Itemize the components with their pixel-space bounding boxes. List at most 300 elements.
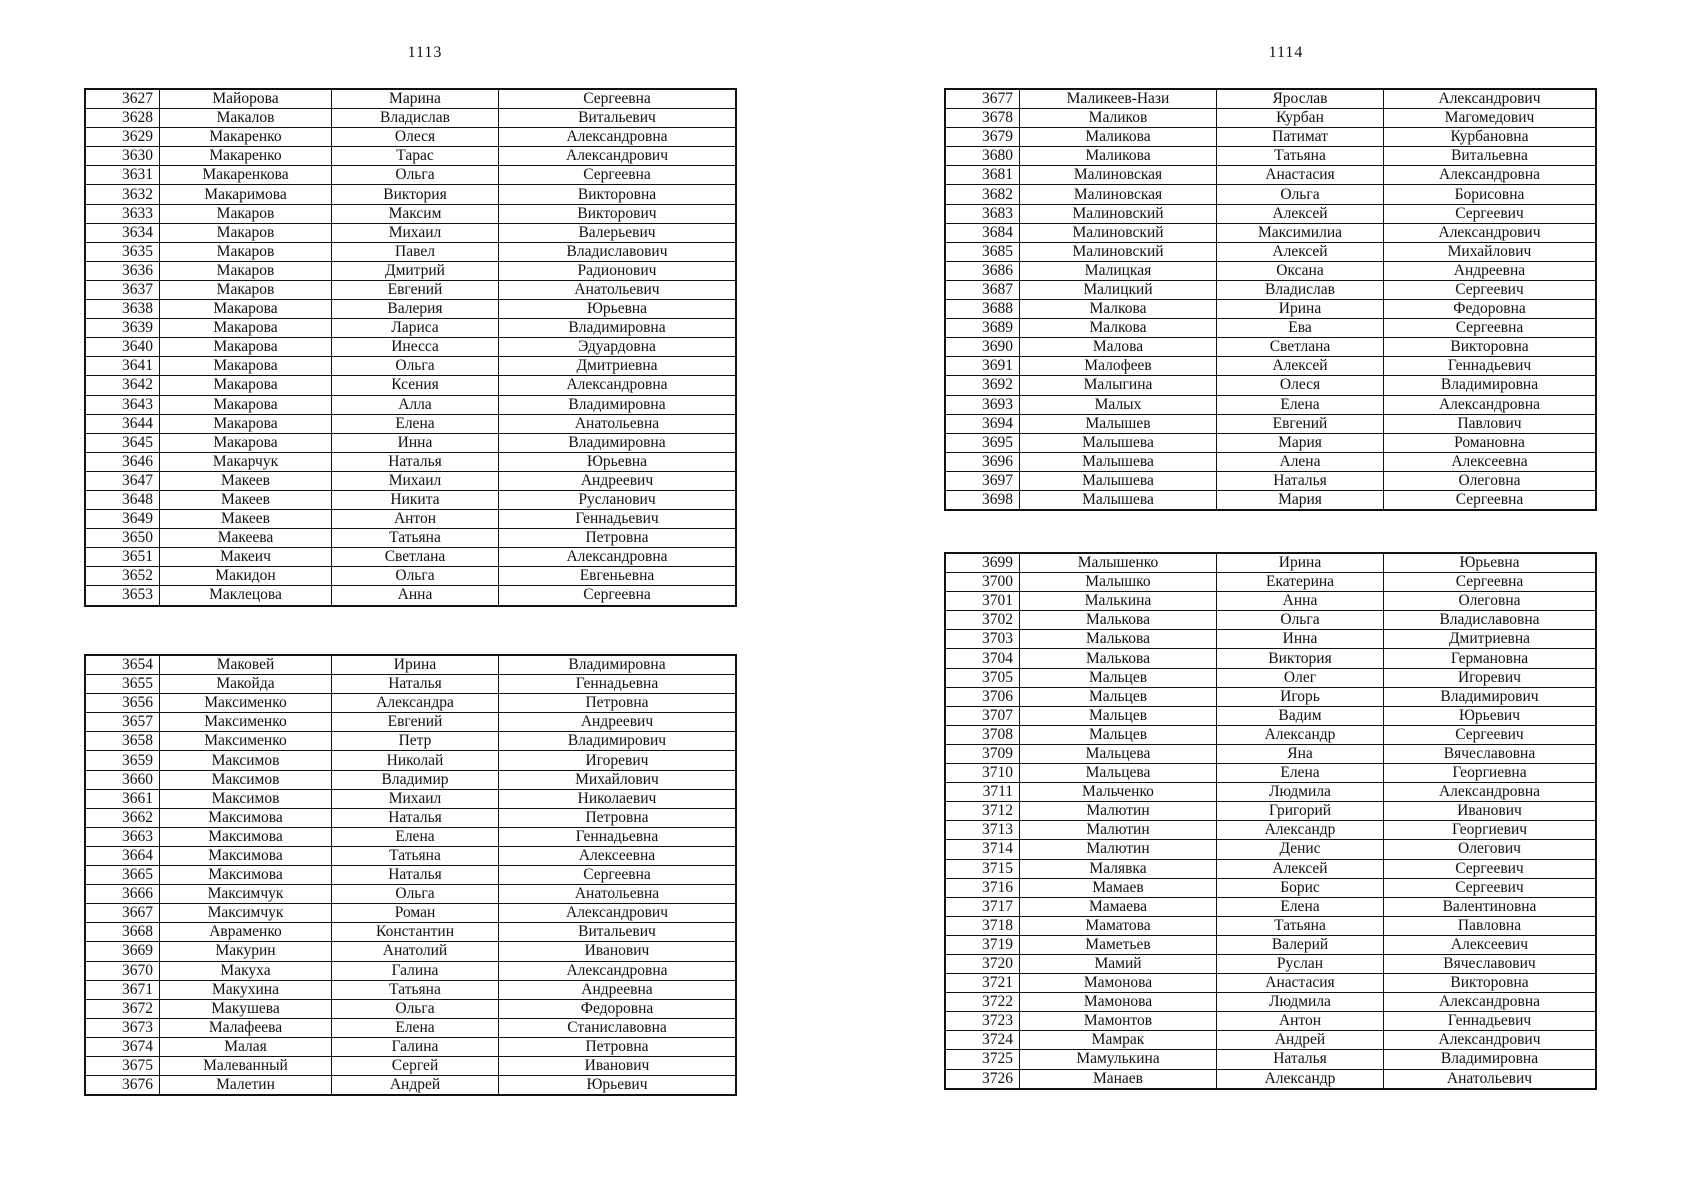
patronymic-cell: Георгиевна — [1384, 764, 1596, 783]
surname-cell: Малкова — [1020, 300, 1217, 319]
patronymic-cell: Владимирович — [1384, 687, 1596, 706]
row-number-cell: 3723 — [946, 1012, 1020, 1031]
patronymic-cell: Владиславович — [499, 242, 736, 261]
table-row — [86, 885, 736, 904]
row-number-cell: 3643 — [86, 395, 160, 414]
row-number-cell: 3721 — [946, 974, 1020, 993]
patronymic-cell: Владимировна — [499, 395, 736, 414]
row-number-cell: 3628 — [86, 109, 160, 128]
patronymic-cell: Сергеевна — [499, 586, 736, 605]
surname-cell: Макаримова — [160, 185, 332, 204]
table-row — [946, 954, 1596, 973]
patronymic-cell: Эдуардовна — [499, 338, 736, 357]
row-number-cell: 3684 — [946, 223, 1020, 242]
first-name-cell: Ирина — [332, 656, 499, 675]
patronymic-cell: Павлович — [1384, 414, 1596, 433]
first-name-cell: Алексей — [1217, 204, 1384, 223]
patronymic-cell: Курбановна — [1384, 128, 1596, 147]
row-number-cell: 3627 — [86, 90, 160, 109]
first-name-cell: Алла — [332, 395, 499, 414]
row-number-cell: 3649 — [86, 510, 160, 529]
surname-cell: Максимов — [160, 751, 332, 770]
patronymic-cell: Валерьевич — [499, 223, 736, 242]
surname-cell: Малетин — [160, 1076, 332, 1095]
first-name-cell: Наталья — [332, 866, 499, 885]
patronymic-cell: Викторовна — [1384, 974, 1596, 993]
row-number-cell: 3642 — [86, 376, 160, 395]
patronymic-cell: Владимирович — [499, 732, 736, 751]
row-number-cell: 3677 — [946, 90, 1020, 109]
patronymic-cell: Юрьевна — [499, 452, 736, 471]
surname-cell: Мамонова — [1020, 993, 1217, 1012]
row-number-cell: 3709 — [946, 744, 1020, 763]
table-row — [946, 1069, 1596, 1088]
first-name-cell: Алексей — [1217, 357, 1384, 376]
row-number-cell: 3667 — [86, 904, 160, 923]
table-row — [86, 751, 736, 770]
table-row — [946, 280, 1596, 299]
row-number-cell: 3700 — [946, 573, 1020, 592]
first-name-cell: Тарас — [332, 147, 499, 166]
patronymic-cell: Анатольевич — [1384, 1069, 1596, 1088]
first-name-cell: Валерий — [1217, 935, 1384, 954]
surname-cell: Маликова — [1020, 147, 1217, 166]
table-row — [86, 357, 736, 376]
surname-cell: Малышева — [1020, 490, 1217, 509]
row-number-cell: 3659 — [86, 751, 160, 770]
row-number-cell: 3656 — [86, 694, 160, 713]
patronymic-cell: Сергеевна — [499, 166, 736, 185]
surname-cell: Макаренкова — [160, 166, 332, 185]
patronymic-cell: Дмитриевна — [1384, 630, 1596, 649]
first-name-cell: Екатерина — [1217, 573, 1384, 592]
surname-cell: Малкова — [1020, 319, 1217, 338]
surname-cell: Малышко — [1020, 573, 1217, 592]
row-number-cell: 3638 — [86, 300, 160, 319]
surname-cell: Макарова — [160, 376, 332, 395]
first-name-cell: Ирина — [1217, 300, 1384, 319]
row-number-cell: 3703 — [946, 630, 1020, 649]
row-number-cell: 3663 — [86, 827, 160, 846]
surname-cell: Макеич — [160, 548, 332, 567]
surname-cell: Макуха — [160, 961, 332, 980]
table-row — [946, 974, 1596, 993]
patronymic-cell: Петровна — [499, 808, 736, 827]
surname-cell: Максименко — [160, 694, 332, 713]
row-number-cell: 3639 — [86, 319, 160, 338]
first-name-cell: Инна — [332, 433, 499, 452]
patronymic-cell: Германовна — [1384, 649, 1596, 668]
table-row — [946, 668, 1596, 687]
table-row — [86, 242, 736, 261]
row-number-cell: 3674 — [86, 1037, 160, 1056]
first-name-cell: Анна — [332, 586, 499, 605]
first-name-cell: Валерия — [332, 300, 499, 319]
patronymic-cell: Петровна — [499, 529, 736, 548]
table-row — [86, 923, 736, 942]
surname-cell: Макидон — [160, 567, 332, 586]
first-name-cell: Людмила — [1217, 783, 1384, 802]
first-name-cell: Владислав — [1217, 280, 1384, 299]
first-name-cell: Ольга — [1217, 611, 1384, 630]
surname-cell: Малиновский — [1020, 223, 1217, 242]
patronymic-cell: Александровна — [1384, 166, 1596, 185]
surname-cell: Максимова — [160, 846, 332, 865]
surname-cell: Макаренко — [160, 128, 332, 147]
row-number-cell: 3710 — [946, 764, 1020, 783]
first-name-cell: Александра — [332, 694, 499, 713]
table-row — [86, 223, 736, 242]
surname-cell: Малиновская — [1020, 185, 1217, 204]
row-number-cell: 3655 — [86, 675, 160, 694]
patronymic-cell: Викторович — [499, 204, 736, 223]
table-row — [86, 770, 736, 789]
table-row — [86, 586, 736, 605]
patronymic-cell: Вячеславовна — [1384, 744, 1596, 763]
table-row — [946, 630, 1596, 649]
first-name-cell: Татьяна — [332, 529, 499, 548]
row-number-cell: 3652 — [86, 567, 160, 586]
table-row — [946, 147, 1596, 166]
first-name-cell: Людмила — [1217, 993, 1384, 1012]
patronymic-cell: Борисовна — [1384, 185, 1596, 204]
first-name-cell: Александр — [1217, 725, 1384, 744]
first-name-cell: Михаил — [332, 789, 499, 808]
first-name-cell: Ольга — [332, 166, 499, 185]
first-name-cell: Ева — [1217, 319, 1384, 338]
row-number-cell: 3724 — [946, 1031, 1020, 1050]
row-number-cell: 3670 — [86, 961, 160, 980]
patronymic-cell: Петровна — [499, 694, 736, 713]
patronymic-cell: Русланович — [499, 490, 736, 509]
row-number-cell: 3653 — [86, 586, 160, 605]
table-row — [86, 999, 736, 1018]
first-name-cell: Алексей — [1217, 242, 1384, 261]
first-name-cell: Елена — [1217, 897, 1384, 916]
table-row — [86, 713, 736, 732]
table-row — [86, 980, 736, 999]
surname-cell: Макеев — [160, 471, 332, 490]
patronymic-cell: Иванович — [499, 942, 736, 961]
first-name-cell: Мария — [1217, 490, 1384, 509]
first-name-cell: Инна — [1217, 630, 1384, 649]
registry-table-right-bottom — [945, 553, 1596, 1089]
surname-cell: Малькова — [1020, 630, 1217, 649]
first-name-cell: Игорь — [1217, 687, 1384, 706]
surname-cell: Макарова — [160, 357, 332, 376]
row-number-cell: 3640 — [86, 338, 160, 357]
patronymic-cell: Вячеславович — [1384, 954, 1596, 973]
surname-cell: Маковей — [160, 656, 332, 675]
surname-cell: Мальцев — [1020, 725, 1217, 744]
row-number-cell: 3631 — [86, 166, 160, 185]
table-row — [86, 694, 736, 713]
row-number-cell: 3711 — [946, 783, 1020, 802]
table-row — [946, 783, 1596, 802]
surname-cell: Малиновская — [1020, 166, 1217, 185]
patronymic-cell: Александровна — [1384, 395, 1596, 414]
first-name-cell: Светлана — [1217, 338, 1384, 357]
first-name-cell: Вадим — [1217, 706, 1384, 725]
first-name-cell: Елена — [332, 414, 499, 433]
surname-cell: Макалов — [160, 109, 332, 128]
patronymic-cell: Сергеевна — [1384, 573, 1596, 592]
surname-cell: Макушева — [160, 999, 332, 1018]
page-number-left: 1113 — [407, 44, 443, 61]
first-name-cell: Антон — [332, 510, 499, 529]
first-name-cell: Олеся — [332, 128, 499, 147]
surname-cell: Малькова — [1020, 649, 1217, 668]
table-row — [946, 319, 1596, 338]
patronymic-cell: Магомедович — [1384, 109, 1596, 128]
first-name-cell: Александр — [1217, 1069, 1384, 1088]
table-row — [946, 166, 1596, 185]
row-number-cell: 3719 — [946, 935, 1020, 954]
surname-cell: Макарова — [160, 319, 332, 338]
row-number-cell: 3705 — [946, 668, 1020, 687]
table-row — [86, 548, 736, 567]
patronymic-cell: Сергеевна — [499, 90, 736, 109]
surname-cell: Максимова — [160, 866, 332, 885]
table-row — [946, 573, 1596, 592]
first-name-cell: Марина — [332, 90, 499, 109]
row-number-cell: 3704 — [946, 649, 1020, 668]
table-row — [86, 866, 736, 885]
table-row — [946, 452, 1596, 471]
row-number-cell: 3725 — [946, 1050, 1020, 1069]
row-number-cell: 3714 — [946, 840, 1020, 859]
row-number-cell: 3673 — [86, 1018, 160, 1037]
table-row — [86, 1037, 736, 1056]
first-name-cell: Ксения — [332, 376, 499, 395]
first-name-cell: Анна — [1217, 592, 1384, 611]
surname-cell: Малая — [160, 1037, 332, 1056]
row-number-cell: 3683 — [946, 204, 1020, 223]
first-name-cell: Елена — [332, 1018, 499, 1037]
row-number-cell: 3635 — [86, 242, 160, 261]
table-row — [86, 529, 736, 548]
row-number-cell: 3648 — [86, 490, 160, 509]
patronymic-cell: Александрович — [1384, 90, 1596, 109]
row-number-cell: 3658 — [86, 732, 160, 751]
first-name-cell: Алексей — [1217, 859, 1384, 878]
first-name-cell: Мария — [1217, 433, 1384, 452]
table-row — [86, 808, 736, 827]
table-row — [946, 725, 1596, 744]
table-row — [946, 242, 1596, 261]
surname-cell: Макеев — [160, 490, 332, 509]
first-name-cell: Владимир — [332, 770, 499, 789]
row-number-cell: 3646 — [86, 452, 160, 471]
surname-cell: Макаров — [160, 261, 332, 280]
table-row — [86, 510, 736, 529]
patronymic-cell: Витальевич — [499, 923, 736, 942]
first-name-cell: Татьяна — [1217, 147, 1384, 166]
table-row — [86, 1056, 736, 1075]
row-number-cell: 3695 — [946, 433, 1020, 452]
table-row — [946, 840, 1596, 859]
first-name-cell: Елена — [1217, 395, 1384, 414]
table-row — [86, 261, 736, 280]
patronymic-cell: Игоревич — [1384, 668, 1596, 687]
patronymic-cell: Владимировна — [1384, 1050, 1596, 1069]
table-row — [946, 878, 1596, 897]
patronymic-cell: Александровна — [499, 128, 736, 147]
surname-cell: Максимова — [160, 808, 332, 827]
first-name-cell: Татьяна — [332, 846, 499, 865]
surname-cell: Малиновский — [1020, 204, 1217, 223]
first-name-cell: Михаил — [332, 223, 499, 242]
surname-cell: Мальченко — [1020, 783, 1217, 802]
first-name-cell: Руслан — [1217, 954, 1384, 973]
row-number-cell: 3672 — [86, 999, 160, 1018]
surname-cell: Малеванный — [160, 1056, 332, 1075]
first-name-cell: Максимилиа — [1217, 223, 1384, 242]
patronymic-cell: Викторовна — [499, 185, 736, 204]
row-number-cell: 3671 — [86, 980, 160, 999]
surname-cell: Макаров — [160, 242, 332, 261]
row-number-cell: 3685 — [946, 242, 1020, 261]
surname-cell: Максимова — [160, 827, 332, 846]
first-name-cell: Галина — [332, 1037, 499, 1056]
row-number-cell: 3713 — [946, 821, 1020, 840]
first-name-cell: Оксана — [1217, 261, 1384, 280]
surname-cell: Макурин — [160, 942, 332, 961]
table-row — [86, 280, 736, 299]
surname-cell: Маматова — [1020, 916, 1217, 935]
surname-cell: Маметьев — [1020, 935, 1217, 954]
surname-cell: Макеева — [160, 529, 332, 548]
first-name-cell: Наталья — [1217, 471, 1384, 490]
table-row — [946, 357, 1596, 376]
row-number-cell: 3698 — [946, 490, 1020, 509]
row-number-cell: 3696 — [946, 452, 1020, 471]
first-name-cell: Петр — [332, 732, 499, 751]
table-row — [946, 554, 1596, 573]
first-name-cell: Ольга — [332, 999, 499, 1018]
surname-cell: Малова — [1020, 338, 1217, 357]
first-name-cell: Виктория — [332, 185, 499, 204]
table-row — [86, 109, 736, 128]
table-row — [86, 904, 736, 923]
row-number-cell: 3690 — [946, 338, 1020, 357]
patronymic-cell: Геннадьевич — [499, 510, 736, 529]
table-row — [946, 897, 1596, 916]
row-number-cell: 3694 — [946, 414, 1020, 433]
row-number-cell: 3676 — [86, 1076, 160, 1095]
first-name-cell: Светлана — [332, 548, 499, 567]
patronymic-cell: Георгиевич — [1384, 821, 1596, 840]
patronymic-cell: Олеговна — [1384, 592, 1596, 611]
table-row — [946, 433, 1596, 452]
table-row — [946, 1031, 1596, 1050]
patronymic-cell: Сергеевич — [1384, 878, 1596, 897]
surname-cell: Малицкий — [1020, 280, 1217, 299]
first-name-cell: Виктория — [1217, 649, 1384, 668]
row-number-cell: 3678 — [946, 109, 1020, 128]
patronymic-cell: Сергеевич — [1384, 204, 1596, 223]
table-row — [946, 935, 1596, 954]
surname-cell: Мамонова — [1020, 974, 1217, 993]
surname-cell: Малицкая — [1020, 261, 1217, 280]
patronymic-cell: Иванович — [499, 1056, 736, 1075]
surname-cell: Малых — [1020, 395, 1217, 414]
row-number-cell: 3634 — [86, 223, 160, 242]
surname-cell: Мамий — [1020, 954, 1217, 973]
first-name-cell: Евгений — [332, 280, 499, 299]
surname-cell: Макаров — [160, 280, 332, 299]
row-number-cell: 3712 — [946, 802, 1020, 821]
table-row — [946, 687, 1596, 706]
row-number-cell: 3636 — [86, 261, 160, 280]
first-name-cell: Александр — [1217, 821, 1384, 840]
first-name-cell: Елена — [332, 827, 499, 846]
table-row — [946, 611, 1596, 630]
patronymic-cell: Анатольевна — [499, 885, 736, 904]
table-row — [946, 300, 1596, 319]
row-number-cell: 3651 — [86, 548, 160, 567]
row-number-cell: 3675 — [86, 1056, 160, 1075]
patronymic-cell: Олеговна — [1384, 471, 1596, 490]
surname-cell: Максимов — [160, 789, 332, 808]
row-number-cell: 3682 — [946, 185, 1020, 204]
table-row — [86, 338, 736, 357]
surname-cell: Макаренко — [160, 147, 332, 166]
surname-cell: Мальцева — [1020, 764, 1217, 783]
first-name-cell: Яна — [1217, 744, 1384, 763]
patronymic-cell: Витальевич — [499, 109, 736, 128]
first-name-cell: Лариса — [332, 319, 499, 338]
patronymic-cell: Геннадьевич — [1384, 357, 1596, 376]
first-name-cell: Михаил — [332, 471, 499, 490]
row-number-cell: 3697 — [946, 471, 1020, 490]
surname-cell: Авраменко — [160, 923, 332, 942]
table-row — [86, 471, 736, 490]
row-number-cell: 3668 — [86, 923, 160, 942]
first-name-cell: Патимат — [1217, 128, 1384, 147]
patronymic-cell: Романовна — [1384, 433, 1596, 452]
row-number-cell: 3708 — [946, 725, 1020, 744]
patronymic-cell: Павловна — [1384, 916, 1596, 935]
first-name-cell: Анастасия — [1217, 974, 1384, 993]
surname-cell: Максимчук — [160, 904, 332, 923]
patronymic-cell: Андреевич — [499, 471, 736, 490]
table-row — [86, 490, 736, 509]
first-name-cell: Антон — [1217, 1012, 1384, 1031]
row-number-cell: 3689 — [946, 319, 1020, 338]
table-row — [946, 204, 1596, 223]
registry-table-left-bottom — [85, 655, 736, 1095]
patronymic-cell: Владимировна — [499, 433, 736, 452]
table-row — [946, 414, 1596, 433]
patronymic-cell: Александровна — [499, 961, 736, 980]
patronymic-cell: Анатольевна — [499, 414, 736, 433]
patronymic-cell: Сергеевич — [1384, 725, 1596, 744]
patronymic-cell: Алексеевна — [499, 846, 736, 865]
registry-table-left-top — [85, 89, 736, 606]
surname-cell: Макарова — [160, 433, 332, 452]
surname-cell: Мальцев — [1020, 706, 1217, 725]
table-row — [946, 802, 1596, 821]
patronymic-cell: Валентиновна — [1384, 897, 1596, 916]
surname-cell: Малышев — [1020, 414, 1217, 433]
surname-cell: Малютин — [1020, 821, 1217, 840]
patronymic-cell: Андреевна — [499, 980, 736, 999]
first-name-cell: Константин — [332, 923, 499, 942]
first-name-cell: Олег — [1217, 668, 1384, 687]
row-number-cell: 3630 — [86, 147, 160, 166]
row-number-cell: 3707 — [946, 706, 1020, 725]
